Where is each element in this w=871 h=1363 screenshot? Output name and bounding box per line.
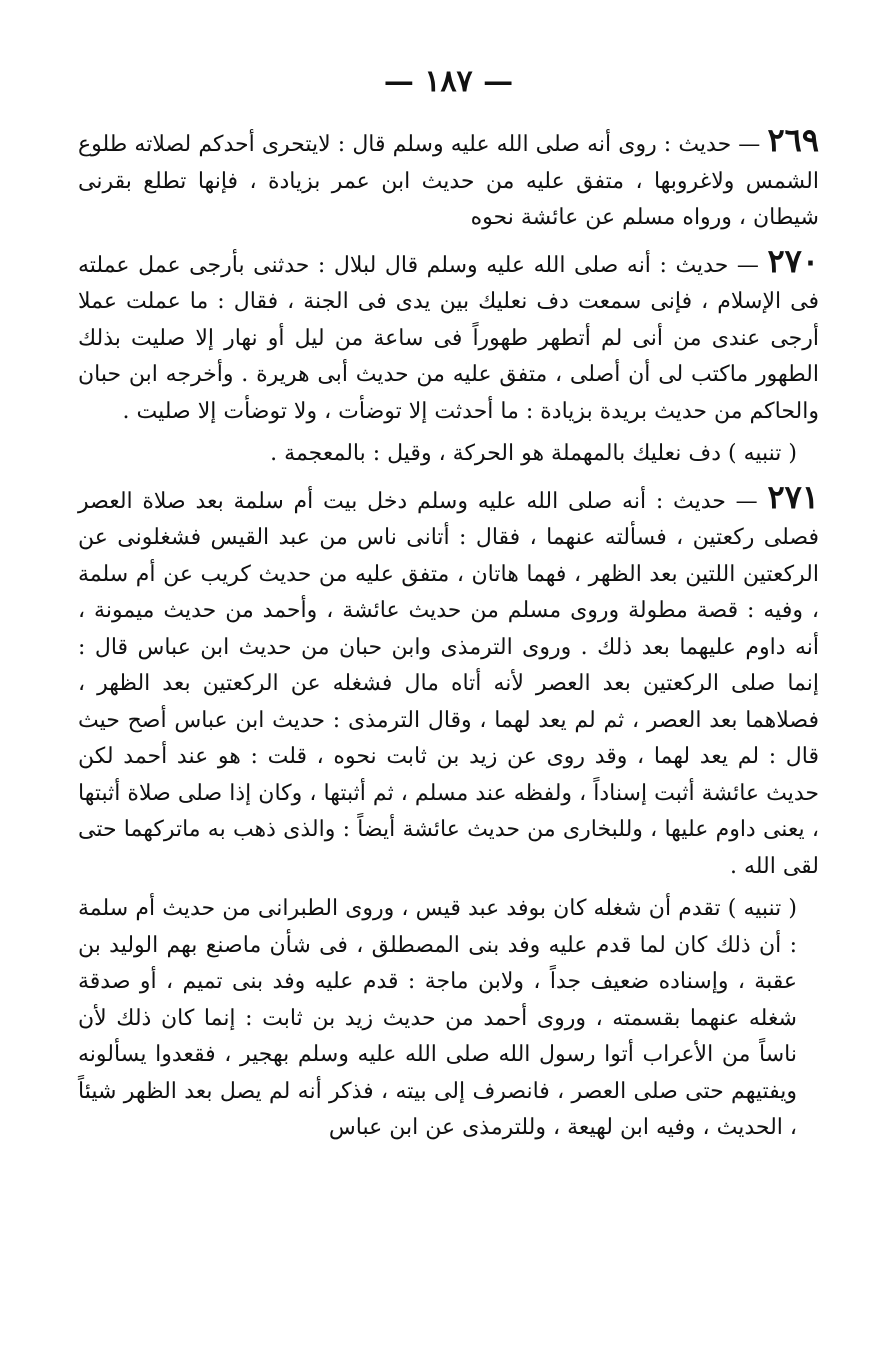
entry-text: — حديث : أنه صلى الله عليه وسلم دخل بيت أم سلمة بعد صلاة العصر فصلى ركعتين ، فسألته عنهما ، فقال : أتانى ناس من عبد القيس فشغلونى عن الركعتين اللتين بعد الظهر ، فهما هاتان ، متفق عليه من حديث كريب عن أم سلمة ، وفيه : قصة مطولة وروى مسلم من حديث عائشة ، وأحمد من حديث ميمونة ، أنه داوم عليهما بعد ذلك . وروى الترمذى وابن حبان من حديث ابن عباس قال : إنما صلى الركعتين بعد العصر لأنه أتاه مال فشغله عن الركعتين بعد الظهر ، فصلاهما بعد العصر ، ثم لم يعد لهما ، وقال الترمذى : حديث ابن عباس أصح حيث قال : لم يعد لهما ، وقد روى عن زيد بن ثابت نحوه ، قلت : هو عند أحمد لكن حديث عائشة أثبت إسناداً ، ولفظه عند مسلم ، ثم أثبتها ، وكان إذا صلى صلاة أثبتها ، يعنى داوم عليها ، وللبخارى من حديث عائشة أيضاً : والذى ذهب به ماتركهما حتى لقى الله . — [78, 488, 819, 879]
entry-number: ٢٧٠ — [767, 241, 819, 280]
entry-number: ٢٧١ — [767, 477, 819, 516]
note-paragraph: ( تنبيه ) دف نعليك بالمهملة هو الحركة ، وقيل : بالمعجمة . — [270, 441, 797, 466]
page-number: — ١٨٧ — — [383, 64, 514, 99]
hadith-entry-270 — [78, 243, 819, 431]
hadith-entry-269 — [78, 122, 819, 237]
entry-text: — حديث : روى أنه صلى الله عليه وسلم قال : لايتحرى أحدكم لصلاته طلوع الشمس ولاغروبها ، متفق عليه من حديث ابن عمر بزيادة ، فإنها تطلع بقرنى شيطان ، ورواه مسلم عن عائشة نحوه — [78, 132, 819, 230]
page-body — [78, 122, 819, 1147]
entry-number: ٢٦٩ — [767, 121, 819, 159]
entry-text: — حديث : أنه صلى الله عليه وسلم قال لبلال : حدثنى بأرجى عمل عملته فى الإسلام ، فإنى سمعت دف نعليك بين يدى فى الجنة ، فقال : ما عملت عملا أرجى عندى من أنى لم أتطهر طهوراً فى ساعة من ليل أو نهار إلا صليت بذلك الطهور ماكتب لى أن أصلى ، متفق عليه من حديث أبى هريرة . وأخرجه ابن حبان والحاكم من حديث بريدة بزيادة : ما أحدثت إلا توضأت ، ولا توضأت إلا صليت . — [78, 252, 819, 424]
hadith-entry-271 — [78, 479, 819, 886]
note-paragraph-2: ( تنبيه ) تقدم أن شغله كان بوفد عبد قيس ، وروى الطبرانى من حديث أم سلمة : أن ذلك كان لما قدم عليه وفد بنى المصطلق ، فى شأن ماصنع بهم الوليد بن عقبة ، وإسناده ضعيف جداً ، ولابن ماجة : قدم عليه وفد بنى تميم ، أو صدقة شغله عنهما بقسمته ، وروى أحمد من حديث زيد بن ثابت : إنما كان ذلك لأن ناساً من الأعراب أتوا رسول الله صلى الله عليه وسلم بهجير ، فقعدوا يسألونه ويفتيهم حتى صلى العصر ، فانصرف إلى بيته ، فذكر أنه لم يصل بعد الظهر شيئاً ، الحديث ، وفيه ابن لهيعة ، وللترمذى عن ابن عباس — [78, 896, 797, 1140]
